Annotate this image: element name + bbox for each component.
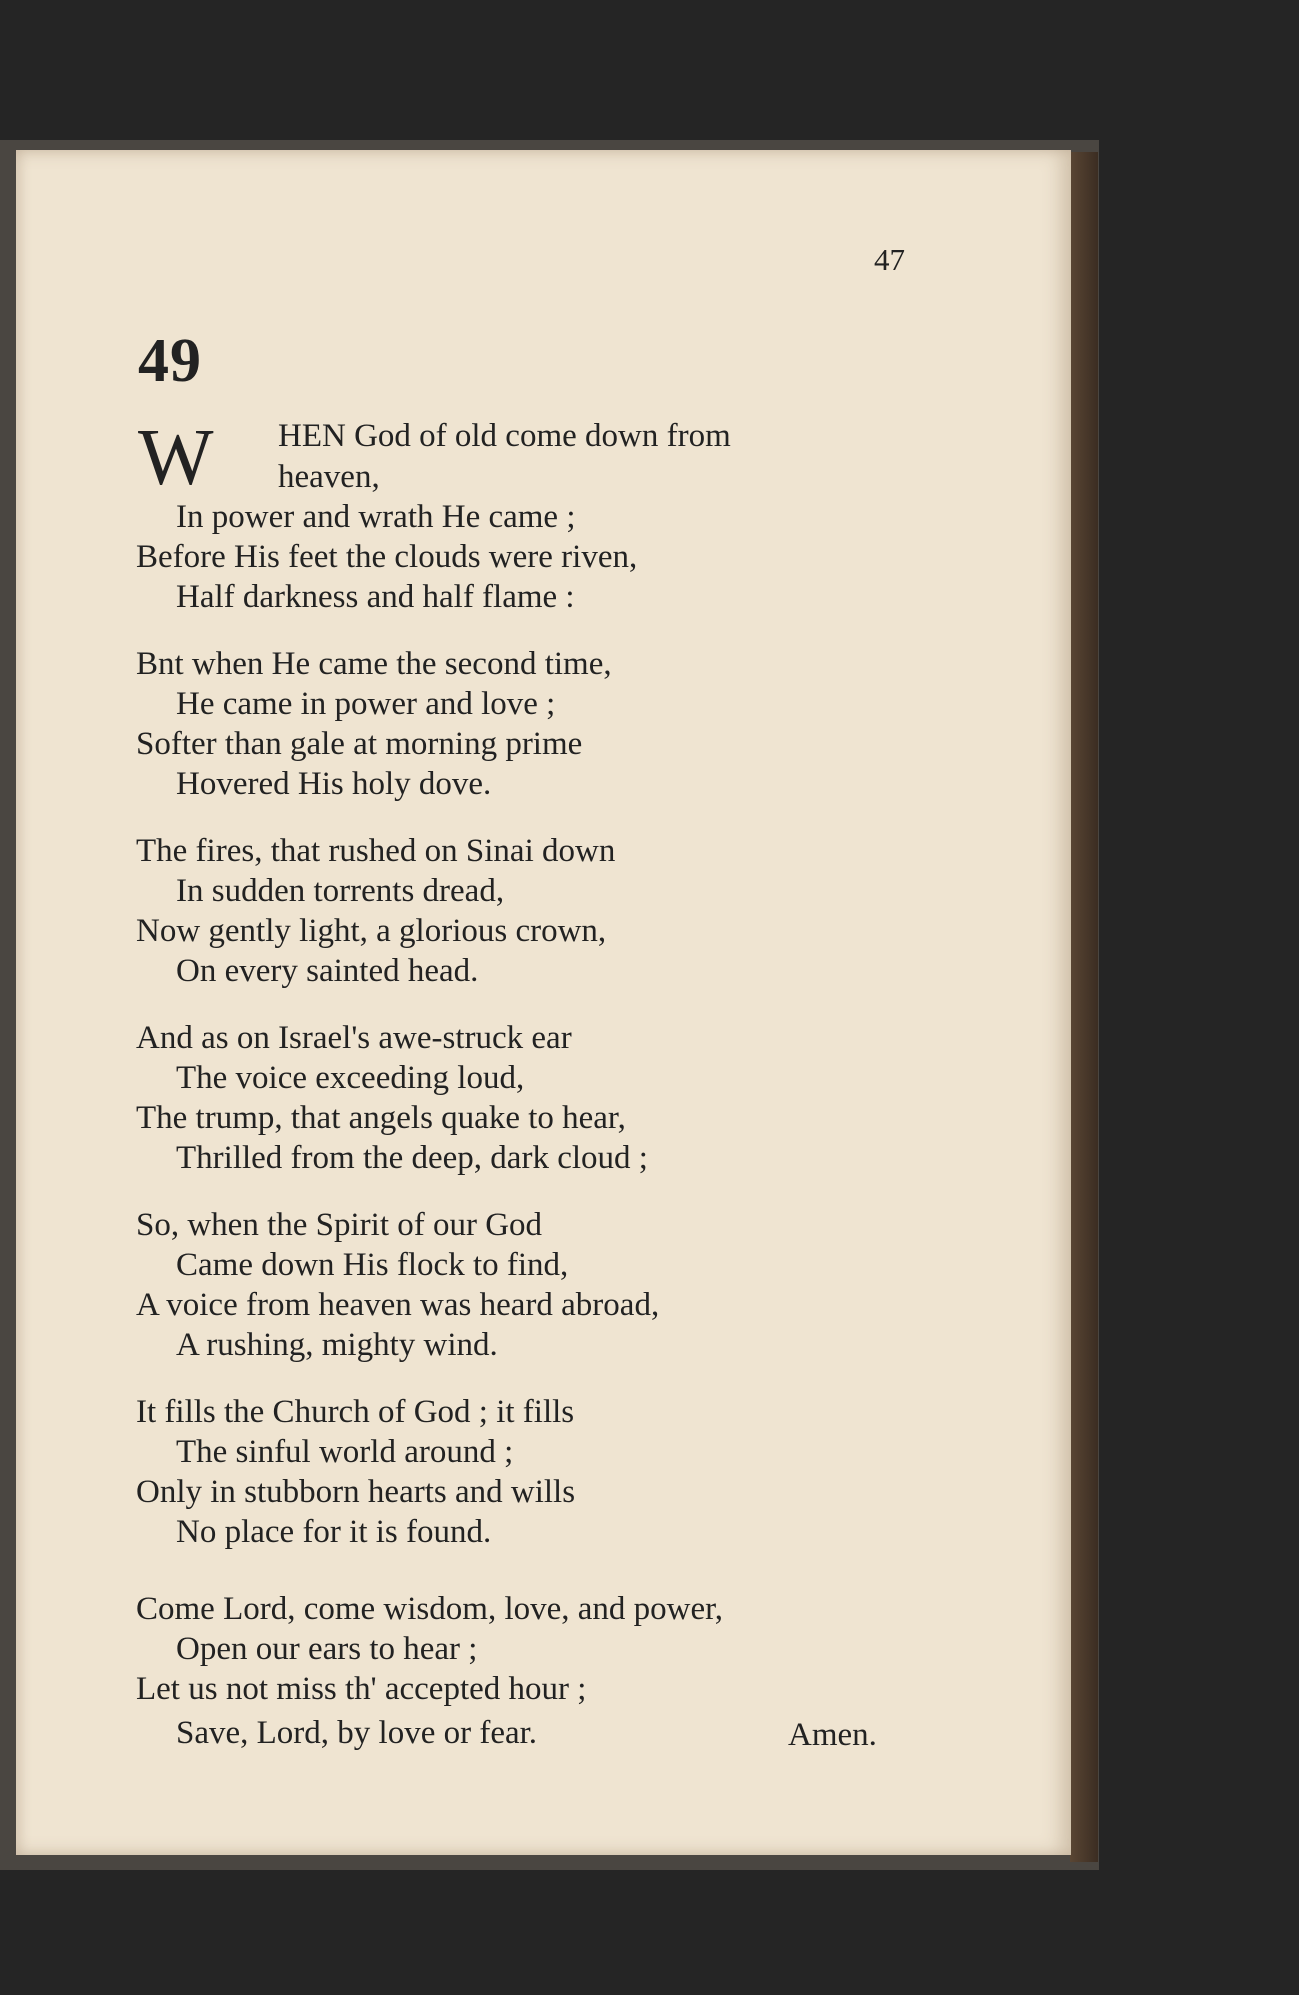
stanza-7-line-3: Let us not miss th' accepted hour ; — [136, 1671, 587, 1707]
stanza-7-line-4: Save, Lord, by love or fear. — [176, 1715, 538, 1751]
stanza-1-line-4: Half darkness and half flame : — [176, 579, 575, 615]
stanza-6-line-1: It fills the Church of God ; it fills — [136, 1394, 575, 1430]
stanza-3-line-4: On every sainted head. — [176, 953, 479, 989]
stanza-6-line-2: The sinful world around ; — [176, 1434, 514, 1470]
drop-cap: W — [138, 414, 214, 502]
stanza-5-line-4: A rushing, mighty wind. — [176, 1327, 498, 1363]
stanza-2-line-4: Hovered His holy dove. — [176, 766, 492, 802]
stanza-4-line-3: The trump, that angels quake to hear, — [136, 1100, 626, 1136]
stanza-3-line-2: In sudden torrents dread, — [176, 873, 505, 909]
stanza-4-line-1: And as on Israel's awe-struck ear — [136, 1020, 572, 1056]
stanza-1-line-3: Before His feet the clouds were riven, — [136, 539, 638, 575]
stanza-1-line-1: heaven, — [278, 459, 380, 495]
hymnal-page — [16, 150, 1071, 1855]
stanza-4-line-2: The voice exceeding loud, — [176, 1060, 525, 1096]
amen: Amen. — [788, 1717, 877, 1753]
stanza-2-line-2: He came in power and love ; — [176, 686, 556, 722]
stanza-1-line-2: In power and wrath He came ; — [176, 499, 576, 535]
stanza-3-line-1: The fires, that rushed on Sinai down — [136, 833, 616, 869]
stanza-7-line-1: Come Lord, come wisdom, love, and power, — [136, 1591, 724, 1627]
stanza-6-line-4: No place for it is found. — [176, 1514, 492, 1550]
stanza-5-line-1: So, when the Spirit of our God — [136, 1207, 543, 1243]
stanza-5-line-3: A voice from heaven was heard abroad, — [136, 1287, 660, 1323]
hymn-text — [16, 150, 1071, 1855]
book-spine — [1070, 152, 1098, 1862]
first-line-text: HEN God of old come down from — [278, 418, 731, 454]
stanza-5-line-2: Came down His flock to find, — [176, 1247, 569, 1283]
stanza-2-line-3: Softer than gale at morning prime — [136, 726, 583, 762]
stanza-4-line-4: Thrilled from the deep, dark cloud ; — [176, 1140, 648, 1176]
stanza-3-line-3: Now gently light, a glorious crown, — [136, 913, 607, 949]
stanza-7-line-2: Open our ears to hear ; — [176, 1631, 478, 1667]
stanza-6-line-3: Only in stubborn hearts and wills — [136, 1474, 576, 1510]
hymn-number: 49 — [138, 327, 202, 395]
stanza-2-line-1: Bnt when He came the second time, — [136, 646, 612, 682]
page-number: 47 — [874, 242, 905, 277]
